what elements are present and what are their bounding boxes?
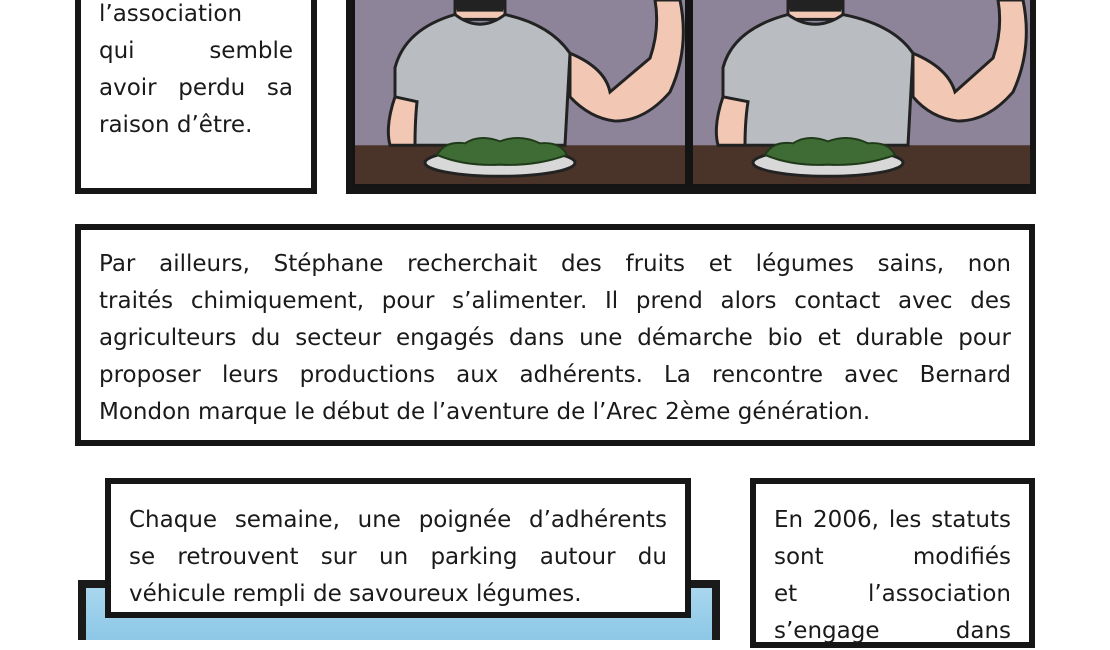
man-eating-illustration <box>355 0 685 184</box>
caption-line: se retrouvent sur un parking autour du <box>129 544 667 570</box>
caption-line: véhicule rempli de savoureux légumes. <box>129 581 582 607</box>
caption-line: et l’association <box>774 581 1011 607</box>
caption-bottom-right <box>750 478 1035 648</box>
caption-line: Chaque semaine, une poignée d’adhérents <box>129 507 667 533</box>
caption-line: traités chimiquement, pour s’alimenter. Il prend alors contact avec des <box>99 288 1011 314</box>
man-eating-illustration <box>693 0 1030 184</box>
comic-panel-man-eating-salad <box>355 0 685 184</box>
comic-panel-man-eating-salad <box>693 0 1030 184</box>
caption-bottom-left-text <box>129 502 667 613</box>
caption-line: agriculteurs du secteur engagés dans une démarche bio et durable pour <box>99 325 1011 351</box>
caption-middle <box>75 224 1035 446</box>
caption-line: l’association <box>99 1 243 27</box>
caption-bottom-right-text <box>774 502 1011 650</box>
caption-line: raison d’être. <box>99 112 253 138</box>
caption-top-left-text <box>99 0 293 144</box>
comic-panels <box>346 0 1036 194</box>
caption-line: qui semble <box>99 38 293 64</box>
caption-line: En 2006, les statuts <box>774 507 1011 533</box>
caption-middle-text <box>99 246 1011 431</box>
caption-line: s’engage dans <box>774 618 1011 644</box>
caption-line: proposer leurs productions aux adhérents. La rencontre avec Bernard <box>99 362 1011 388</box>
caption-line: Par ailleurs, Stéphane recherchait des fruits et légumes sains, non <box>99 251 1011 277</box>
caption-top-left <box>75 0 317 194</box>
caption-line: Mondon marque le début de l’aventure de l’Arec 2ème génération. <box>99 399 871 425</box>
caption-line: sont modifiés <box>774 544 1011 570</box>
caption-bottom-left <box>105 478 691 618</box>
caption-line: avoir perdu sa <box>99 75 293 101</box>
